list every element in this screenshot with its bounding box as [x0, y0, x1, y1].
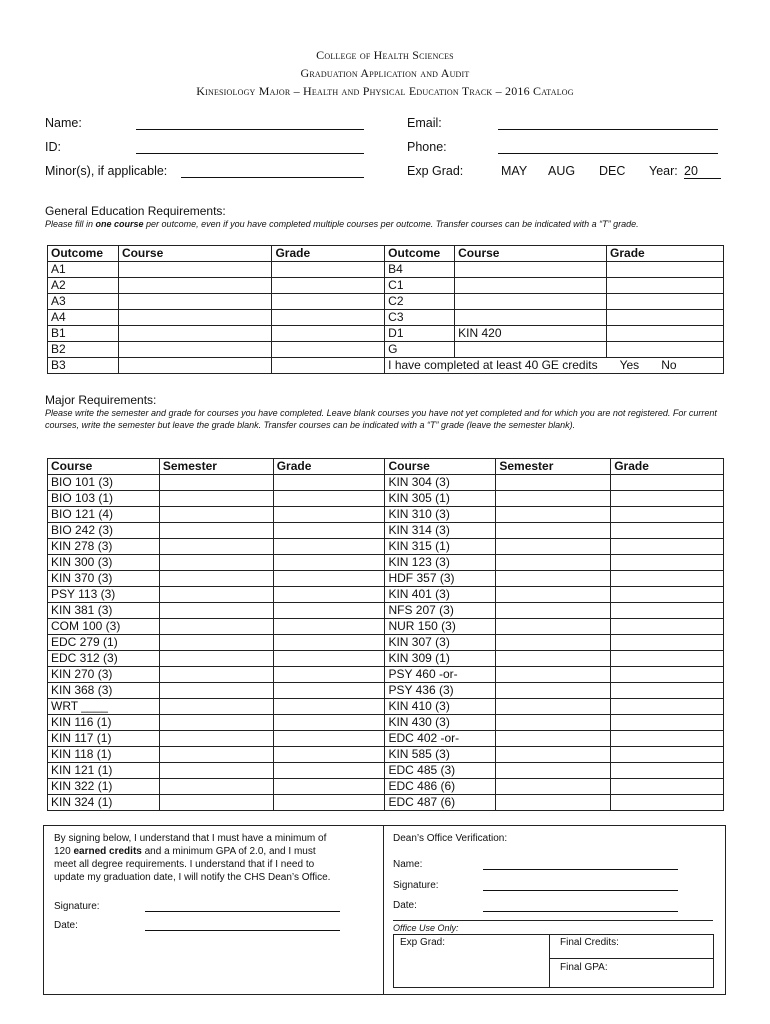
ge-credits-yes[interactable]: Yes: [619, 358, 640, 372]
table-row: [48, 342, 724, 358]
course-cell: KIN 430 (3): [385, 715, 496, 731]
grade-cell[interactable]: [272, 342, 385, 358]
grade-cell[interactable]: [273, 555, 385, 571]
final-gpa-label: Final GPA:: [560, 962, 608, 973]
grade-cell[interactable]: [273, 747, 385, 763]
grade-cell[interactable]: [607, 342, 724, 358]
grade-cell[interactable]: [611, 619, 724, 635]
table-row: [48, 358, 724, 374]
grade-cell[interactable]: [607, 278, 724, 294]
course-cell: KIN 410 (3): [385, 699, 496, 715]
course-cell[interactable]: [118, 342, 272, 358]
semester-cell[interactable]: [159, 715, 273, 731]
sign-text-4: update my graduation date, I will notify the CHS Dean’s Office.: [54, 872, 331, 883]
course-cell: EDC 279 (1): [48, 635, 160, 651]
semester-cell[interactable]: [159, 683, 273, 699]
course-cell: KIN 370 (3): [48, 571, 160, 587]
grade-cell[interactable]: [611, 699, 724, 715]
grade-cell[interactable]: [273, 619, 385, 635]
course-cell[interactable]: [455, 294, 607, 310]
outcome-cell: G: [385, 342, 455, 358]
grade-cell[interactable]: [273, 475, 385, 491]
sign-text-3: meet all degree requirements. I understand that if I need to: [54, 859, 315, 870]
table-row: [48, 475, 724, 491]
outcome-cell: C3: [385, 310, 455, 326]
course-cell: EDC 487 (6): [385, 795, 496, 811]
grade-cell[interactable]: [273, 699, 385, 715]
table-row: [48, 262, 724, 278]
grade-cell[interactable]: [611, 491, 724, 507]
table-row: [48, 491, 724, 507]
table-row: [48, 310, 724, 326]
sign-text-1: By signing below, I understand that I must have a minimum of: [54, 833, 327, 844]
student-signature-field[interactable]: [145, 911, 340, 912]
exp-grad-label: Exp Grad:: [407, 164, 464, 178]
course-cell: KIN 304 (3): [385, 475, 496, 491]
course-cell: HDF 357 (3): [385, 571, 496, 587]
semester-cell[interactable]: [159, 507, 273, 523]
table-row: [48, 539, 724, 555]
semester-cell[interactable]: [496, 779, 611, 795]
course-cell: KIN 309 (1): [385, 651, 496, 667]
table-row: [48, 795, 724, 811]
grade-cell[interactable]: [607, 294, 724, 310]
grade-cell[interactable]: [272, 278, 385, 294]
table-row: [48, 555, 724, 571]
course-cell: EDC 312 (3): [48, 651, 160, 667]
outcome-cell: A1: [48, 262, 119, 278]
table-row: [48, 635, 724, 651]
student-signature-label: Signature:: [54, 901, 100, 912]
semester-cell[interactable]: [159, 763, 273, 779]
major-note: Please write the semester and grade for courses you have completed. Leave blank courses you have not yet completed and for which you are not registered. For current courses, write the semester but leave the grade blank. Transfer courses can be indicated with a “T” grade (leave the semester blank).: [45, 408, 717, 430]
table-row: [48, 507, 724, 523]
grade-cell[interactable]: [272, 262, 385, 278]
year-label: Year:: [649, 164, 678, 178]
course-cell: KIN 117 (1): [48, 731, 160, 747]
semester-cell[interactable]: [159, 571, 273, 587]
grade-cell[interactable]: [273, 571, 385, 587]
table-row: [48, 763, 724, 779]
office-use-col-divider: [549, 934, 550, 987]
table-row: [48, 523, 724, 539]
course-cell: KIN 116 (1): [48, 715, 160, 731]
semester-cell[interactable]: [496, 715, 611, 731]
semester-cell[interactable]: [496, 539, 611, 555]
minor-field[interactable]: [181, 177, 364, 178]
major-table: [47, 458, 724, 811]
course-cell: KIN 315 (1): [385, 539, 496, 555]
grade-cell[interactable]: [611, 571, 724, 587]
grade-cell[interactable]: [273, 539, 385, 555]
semester-cell[interactable]: [496, 795, 611, 811]
semester-cell[interactable]: [159, 731, 273, 747]
outcome-cell: A3: [48, 294, 119, 310]
grade-cell[interactable]: [273, 603, 385, 619]
course-cell: KIN 314 (3): [385, 523, 496, 539]
column-header: Course: [118, 246, 272, 262]
course-cell: KIN 305 (1): [385, 491, 496, 507]
grade-cell[interactable]: [273, 731, 385, 747]
grade-cell[interactable]: [607, 310, 724, 326]
course-cell: KIN 322 (1): [48, 779, 160, 795]
semester-cell[interactable]: [496, 507, 611, 523]
grade-cell[interactable]: [611, 475, 724, 491]
semester-cell[interactable]: [159, 779, 273, 795]
course-cell[interactable]: [118, 326, 272, 342]
signature-divider: [383, 825, 384, 994]
table-row: [48, 779, 724, 795]
semester-cell[interactable]: [496, 555, 611, 571]
outcome-cell: A2: [48, 278, 119, 294]
semester-cell[interactable]: [159, 475, 273, 491]
course-cell: BIO 101 (3): [48, 475, 160, 491]
semester-cell[interactable]: [159, 795, 273, 811]
grade-cell[interactable]: [611, 587, 724, 603]
grade-cell[interactable]: [272, 294, 385, 310]
outcome-cell: C2: [385, 294, 455, 310]
course-cell: KIN 123 (3): [385, 555, 496, 571]
grade-cell[interactable]: [611, 795, 724, 811]
college-title: College of Health Sciences: [316, 48, 454, 62]
semester-cell[interactable]: [496, 475, 611, 491]
column-header: Course: [48, 459, 160, 475]
course-cell: KIN 118 (1): [48, 747, 160, 763]
course-cell: BIO 121 (4): [48, 507, 160, 523]
semester-cell[interactable]: [159, 747, 273, 763]
outcome-cell: B4: [385, 262, 455, 278]
grade-cell[interactable]: [273, 715, 385, 731]
semester-cell[interactable]: [159, 539, 273, 555]
outcome-cell: B3: [48, 358, 119, 374]
table-row: [48, 603, 724, 619]
semester-cell[interactable]: [159, 555, 273, 571]
column-header: Semester: [159, 459, 273, 475]
dean-signature-field[interactable]: [483, 890, 678, 891]
table-header-row: [48, 459, 724, 475]
semester-cell[interactable]: [496, 603, 611, 619]
grade-cell[interactable]: [611, 667, 724, 683]
semester-cell[interactable]: [496, 523, 611, 539]
office-use-row-divider: [549, 958, 713, 959]
column-header: Semester: [496, 459, 611, 475]
table-row: [48, 278, 724, 294]
student-date-field[interactable]: [145, 930, 340, 931]
course-cell: NUR 150 (3): [385, 619, 496, 635]
grade-cell[interactable]: [611, 779, 724, 795]
semester-cell[interactable]: [159, 491, 273, 507]
grade-cell[interactable]: [272, 326, 385, 342]
course-cell[interactable]: [118, 294, 272, 310]
course-cell: PSY 113 (3): [48, 587, 160, 603]
grade-cell[interactable]: [273, 795, 385, 811]
outcome-cell: B1: [48, 326, 119, 342]
grade-cell[interactable]: [273, 635, 385, 651]
course-cell: KIN 270 (3): [48, 667, 160, 683]
outcome-cell: C1: [385, 278, 455, 294]
semester-cell[interactable]: [496, 763, 611, 779]
year-field[interactable]: 20: [684, 164, 721, 179]
email-field[interactable]: [498, 129, 718, 130]
grade-cell[interactable]: [607, 326, 724, 342]
form-title: Graduation Application and Audit: [300, 66, 470, 80]
office-use-label: Office Use Only:: [393, 923, 459, 933]
sign-text-2: 120 earned credits and a minimum GPA of 2.0, and I must: [54, 846, 316, 857]
grade-cell[interactable]: [611, 683, 724, 699]
grade-cell[interactable]: [273, 651, 385, 667]
table-row: [48, 571, 724, 587]
gen-ed-note: Please fill in one course per outcome, even if you have completed multiple courses per outcome. Transfer courses can be indicated with a “T” grade.: [45, 219, 639, 229]
semester-cell[interactable]: [159, 619, 273, 635]
table-row: [48, 619, 724, 635]
grade-cell[interactable]: [611, 555, 724, 571]
semester-cell[interactable]: [496, 619, 611, 635]
semester-cell[interactable]: [159, 523, 273, 539]
grade-cell[interactable]: [272, 358, 385, 374]
grade-cell[interactable]: [611, 507, 724, 523]
dean-date-field[interactable]: [483, 911, 678, 912]
semester-cell[interactable]: [496, 635, 611, 651]
grade-cell[interactable]: [607, 262, 724, 278]
table-row: [48, 731, 724, 747]
table-row: [48, 326, 724, 342]
course-cell: KIN 368 (3): [48, 683, 160, 699]
dean-name-label: Name:: [393, 859, 423, 870]
course-cell: BIO 242 (3): [48, 523, 160, 539]
exp-grad-aug[interactable]: AUG: [548, 164, 576, 178]
column-header: Grade: [272, 246, 385, 262]
grade-cell[interactable]: [611, 651, 724, 667]
exp-grad-may[interactable]: MAY: [501, 164, 528, 178]
course-cell: COM 100 (3): [48, 619, 160, 635]
phone-field[interactable]: [498, 153, 718, 154]
course-cell[interactable]: [118, 262, 272, 278]
student-date-label: Date:: [54, 920, 78, 931]
course-cell: KIN 278 (3): [48, 539, 160, 555]
table-row: [48, 715, 724, 731]
grade-cell[interactable]: [611, 523, 724, 539]
course-cell[interactable]: [455, 310, 607, 326]
semester-cell[interactable]: [159, 667, 273, 683]
column-header: Grade: [273, 459, 385, 475]
semester-cell[interactable]: [159, 651, 273, 667]
final-credits-label: Final Credits:: [560, 937, 619, 948]
grade-cell[interactable]: [273, 523, 385, 539]
dean-signature-label: Signature:: [393, 880, 439, 891]
course-cell[interactable]: [455, 262, 607, 278]
semester-cell[interactable]: [159, 603, 273, 619]
grade-cell[interactable]: [611, 731, 724, 747]
minor-label: Minor(s), if applicable:: [45, 164, 168, 178]
name-label: Name:: [45, 116, 82, 130]
course-cell: KIN 585 (3): [385, 747, 496, 763]
grade-cell[interactable]: [272, 310, 385, 326]
ge-credits-no[interactable]: No: [661, 358, 677, 372]
course-cell: BIO 103 (1): [48, 491, 160, 507]
course-cell[interactable]: [118, 278, 272, 294]
course-cell[interactable]: [455, 278, 607, 294]
office-use-divider: [393, 920, 713, 921]
id-label: ID:: [45, 140, 61, 154]
semester-cell[interactable]: [159, 699, 273, 715]
grade-cell[interactable]: [611, 763, 724, 779]
outcome-cell: D1: [385, 326, 455, 342]
course-cell: WRT ____: [48, 699, 160, 715]
semester-cell[interactable]: [496, 571, 611, 587]
table-row: [48, 294, 724, 310]
course-cell: KIN 300 (3): [48, 555, 160, 571]
semester-cell[interactable]: [496, 747, 611, 763]
semester-cell[interactable]: [496, 587, 611, 603]
course-cell[interactable]: [118, 310, 272, 326]
grade-cell[interactable]: [273, 683, 385, 699]
course-cell: EDC 485 (3): [385, 763, 496, 779]
course-cell: EDC 486 (6): [385, 779, 496, 795]
semester-cell[interactable]: [496, 651, 611, 667]
column-header: Outcome: [385, 246, 455, 262]
grade-cell[interactable]: [273, 587, 385, 603]
email-label: Email:: [407, 116, 442, 130]
grade-cell[interactable]: [273, 491, 385, 507]
course-cell: KIN 310 (3): [385, 507, 496, 523]
ge-credits-text: I have completed at least 40 GE credits: [388, 358, 598, 372]
semester-cell[interactable]: [496, 491, 611, 507]
course-cell[interactable]: [455, 342, 607, 358]
name-field[interactable]: [136, 129, 364, 130]
grade-cell[interactable]: [611, 715, 724, 731]
course-cell: PSY 436 (3): [385, 683, 496, 699]
semester-cell[interactable]: [159, 587, 273, 603]
column-header: Grade: [607, 246, 724, 262]
course-cell: PSY 460 -or-: [385, 667, 496, 683]
course-cell: KIN 307 (3): [385, 635, 496, 651]
semester-cell[interactable]: [159, 635, 273, 651]
grade-cell[interactable]: [611, 747, 724, 763]
gen-ed-table: [47, 245, 724, 374]
outcome-cell: A4: [48, 310, 119, 326]
course-cell[interactable]: [118, 358, 272, 374]
semester-cell[interactable]: [496, 683, 611, 699]
course-cell: KIN 401 (3): [385, 587, 496, 603]
course-cell: KIN 324 (1): [48, 795, 160, 811]
table-row: [48, 683, 724, 699]
outcome-cell: B2: [48, 342, 119, 358]
grade-cell[interactable]: [611, 603, 724, 619]
grade-cell[interactable]: [273, 667, 385, 683]
grade-cell[interactable]: [273, 763, 385, 779]
dean-name-field[interactable]: [483, 869, 678, 870]
column-header: Outcome: [48, 246, 119, 262]
dean-verification-title: Dean’s Office Verification:: [393, 833, 508, 844]
table-row: [48, 747, 724, 763]
grade-cell[interactable]: [611, 539, 724, 555]
course-cell: KIN 381 (3): [48, 603, 160, 619]
table-header-row: [48, 246, 724, 262]
course-cell: KIN 121 (1): [48, 763, 160, 779]
semester-cell[interactable]: [496, 731, 611, 747]
grade-cell[interactable]: [611, 635, 724, 651]
exp-grad-dec[interactable]: DEC: [599, 164, 626, 178]
dean-date-label: Date:: [393, 900, 417, 911]
semester-cell[interactable]: [496, 699, 611, 715]
table-row: [48, 651, 724, 667]
program-title: Kinesiology Major – Health and Physical Education Track – 2016 Catalog: [196, 84, 574, 98]
id-field[interactable]: [136, 153, 364, 154]
table-row: [48, 587, 724, 603]
gen-ed-title: General Education Requirements:: [45, 204, 226, 218]
course-cell: NFS 207 (3): [385, 603, 496, 619]
phone-label: Phone:: [407, 140, 447, 154]
column-header: Course: [455, 246, 607, 262]
course-cell[interactable]: KIN 420: [455, 326, 607, 342]
major-title: Major Requirements:: [45, 393, 157, 407]
table-row: [48, 699, 724, 715]
course-cell: EDC 402 -or-: [385, 731, 496, 747]
column-header: Course: [385, 459, 496, 475]
semester-cell[interactable]: [496, 667, 611, 683]
grade-cell[interactable]: [273, 779, 385, 795]
ge-credits-cell: [385, 358, 724, 374]
table-row: [48, 667, 724, 683]
column-header: Grade: [611, 459, 724, 475]
office-exp-grad-label: Exp Grad:: [400, 937, 446, 948]
grade-cell[interactable]: [273, 507, 385, 523]
